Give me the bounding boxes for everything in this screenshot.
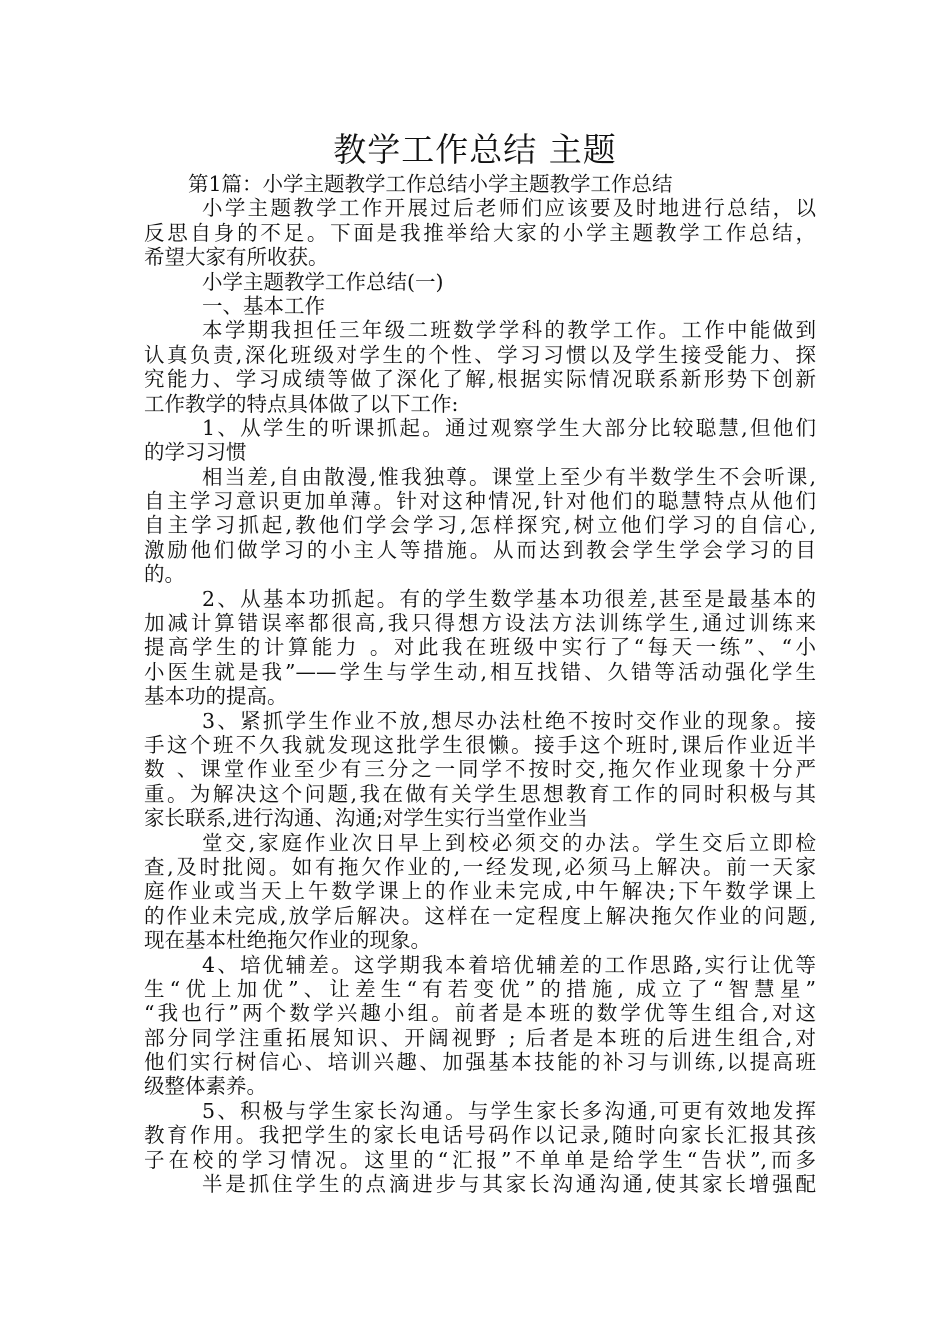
text-line: 工作教学的特点具体做了以下工作: [144,391,459,416]
text-line: 级整体素养。 [144,1074,267,1099]
text-line: 提高学生的计算能力 。对此我在班级中实行了“每天一练”、“小 [144,635,816,660]
text-line: 3、紧抓学生作业不放,想尽办法杜绝不按时交作业的现象。接 [202,708,816,733]
text-line: 手这个班不久我就发现这批学生很懒。接手这个班时,课后作业近半 [144,732,816,757]
text-line: 自主学习抓起,教他们学会学习,怎样探究,树立他们学习的自信心, [144,513,816,538]
document-title: 教学工作总结 主题 [333,130,617,169]
text-line: 相当差,自由散漫,惟我独尊。课堂上至少有半数学生不会听课, [202,464,816,489]
text-line: 数 、课堂作业至少有三分之一同学不按时交,拖欠作业现象十分严 [144,757,816,782]
text-line: 小医生就是我”——学生与学生动,相互找错、久错等活动强化学生 [144,659,816,684]
text-line: 小学主题教学工作总结(一) [202,269,444,294]
text-line: 小学主题教学工作开展过后老师们应该要及时地进行总结，以 [202,196,816,221]
document-body [144,172,816,1196]
text-line: 庭作业或当天上午数学课上的作业未完成,中午解决;下午数学课上 [144,879,816,904]
text-line: 的学习习惯 [144,440,247,465]
text-line: “我也行”两个数学兴趣小组。前者是本班的数学优等生组合,对这 [144,1001,816,1026]
text-line: 本学期我担任三年级二班数学学科的教学工作。工作中能做到 [202,318,816,343]
text-line: 1、从学生的听课抓起。通过观察学生大部分比较聪慧,但他们 [202,415,816,440]
text-line: 半是抓住学生的点滴进步与其家长沟通沟通,使其家长增强配 [202,1172,816,1197]
text-line: 认真负责,深化班级对学生的个性、学习习惯以及学生接受能力、探 [144,342,816,367]
text-line: 4、培优辅差。这学期我本着培优辅差的工作思路,实行让优等 [202,952,816,977]
text-line: 家长联系,进行沟通、沟通;对学生实行当堂作业当 [144,806,588,831]
text-line: 教育作用。我把学生的家长电话号码作以记录,随时向家长汇报其孩 [144,1123,816,1148]
text-line: 自主学习意识更加单薄。针对这种情况,针对他们的聪慧特点从他们 [144,489,816,514]
text-line: 究能力、学习成绩等做了深化了解,根据实际情况联系新形势下创新 [144,367,816,392]
text-line: 激励他们做学习的小主人等措施。从而达到教会学生学会学习的目 [144,537,816,562]
text-line: 希望大家有所收获。 [144,245,329,270]
text-line: 一、基本工作 [202,293,325,318]
text-line: 的。 [144,562,185,587]
text-line: 部分同学注重拓展知识、开阔视野 ; 后者是本班的后进生组合,对 [144,1025,816,1050]
text-line: 2、从基本功抓起。有的学生数学基本功很差,甚至是最基本的 [202,586,816,611]
text-line: 查,及时批阅。如有拖欠作业的,一经发现,必须马上解决。前一天家 [144,854,816,879]
text-line: 堂交,家庭作业次日早上到校必须交的办法。学生交后立即检 [202,830,816,855]
text-line: 重。为解决这个问题,我在做有关学生思想教育工作的同时积极与其 [144,781,816,806]
text-line: 加减计算错误率都很高,我只得想方设法方法训练学生,通过训练来 [144,611,816,636]
text-line: 反思自身的不足。下面是我推举给大家的小学主题教学工作总结， [144,220,816,245]
text-line: 的作业未完成,放学后解决。这样在一定程度上解决拖欠作业的问题, [144,903,816,928]
text-line: 子在校的学习情况。这里的“汇报”不单单是给学生“告状”,而多 [144,1147,816,1172]
text-line: 5、积极与学生家长沟通。与学生家长多沟通,可更有效地发挥 [202,1098,816,1123]
text-line: 基本功的提高。 [144,684,288,709]
text-line: 现在基本杜绝拖欠作业的现象。 [144,928,431,953]
text-line: 他们实行树信心、培训兴趣、加强基本技能的补习与训练,以提高班 [144,1050,816,1075]
text-line: 生“优上加优”、让差生“有若变优”的措施, 成立了“智慧星” [144,976,816,1001]
text-line: 第1篇：小学主题教学工作总结小学主题教学工作总结 [188,172,673,196]
